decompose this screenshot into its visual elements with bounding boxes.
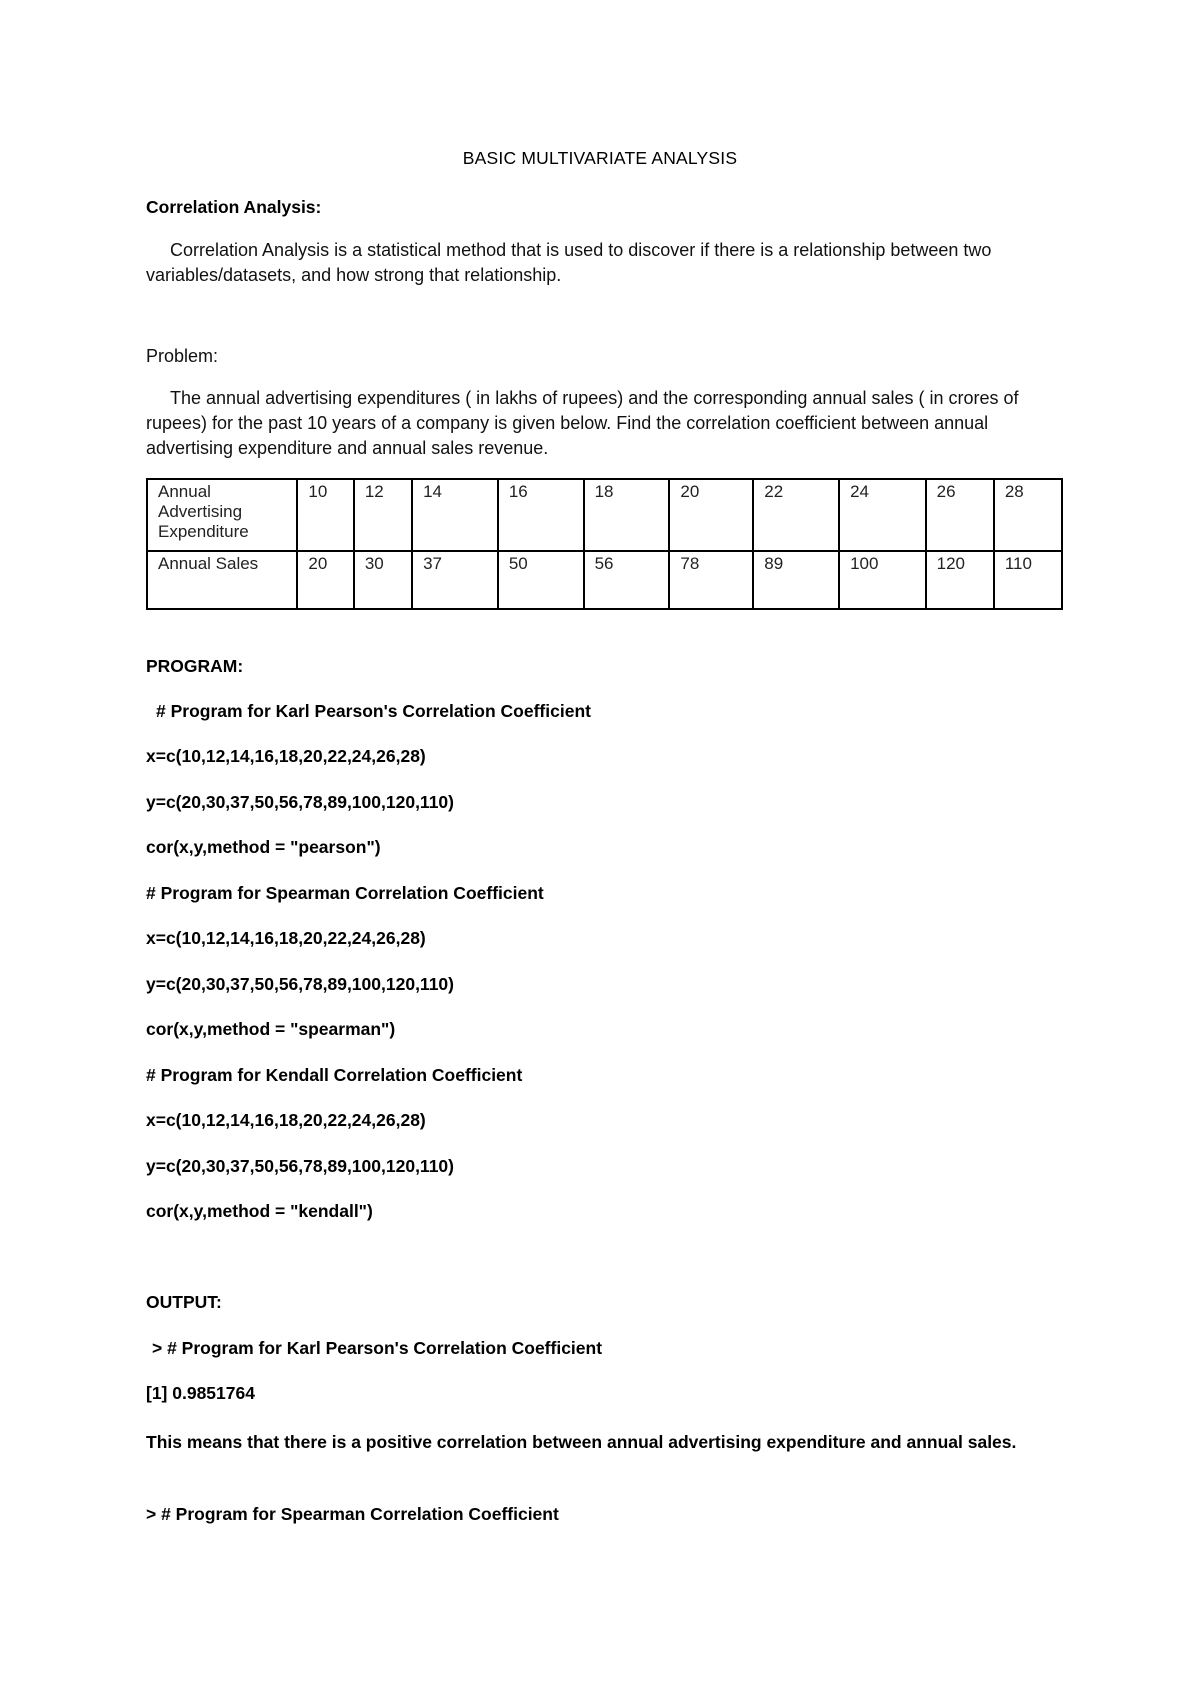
table-cell: 14 [412,479,498,551]
data-table [146,478,1063,610]
code-line: cor(x,y,method = "pearson") [146,837,381,857]
page-title: BASIC MULTIVARIATE ANALYSIS [462,148,738,168]
table-cell: 30 [354,551,412,609]
table-cell: 20 [297,551,353,609]
problem-label: Problem: [146,346,219,366]
output-result: [1] 0.9851764 [146,1383,255,1403]
table-cell: 24 [839,479,926,551]
output-interpretation: This means that there is a positive correlation between annual advertising expenditure and annual sales. [146,1432,1017,1452]
code-line: y=c(20,30,37,50,56,78,89,100,120,110) [146,1156,454,1176]
code-line: x=c(10,12,14,16,18,20,22,24,26,28) [146,746,426,766]
program-heading: PROGRAM: [146,656,244,676]
output-heading: OUTPUT: [146,1292,222,1312]
code-line: # Program for Karl Pearson's Correlation Coefficient [156,701,591,721]
table-cell: 18 [584,479,670,551]
table-cell: 89 [753,551,839,609]
table-cell: 26 [926,479,994,551]
table-cell: 12 [354,479,412,551]
table-cell: 100 [839,551,926,609]
table-row-label: Annual Advertising Expenditure [147,479,297,551]
code-line: x=c(10,12,14,16,18,20,22,24,26,28) [146,1110,426,1130]
table-cell: 78 [669,551,753,609]
table-cell: 110 [994,551,1062,609]
table-cell: 120 [926,551,994,609]
table-cell: 20 [669,479,753,551]
code-line: cor(x,y,method = "kendall") [146,1201,373,1221]
code-line: cor(x,y,method = "spearman") [146,1019,396,1039]
table-cell: 50 [498,551,584,609]
table-row-expenditure [147,479,1062,551]
code-line: y=c(20,30,37,50,56,78,89,100,120,110) [146,974,454,994]
code-line: # Program for Spearman Correlation Coefficient [146,883,544,903]
table-cell: 28 [994,479,1062,551]
output-line: > # Program for Karl Pearson's Correlation Coefficient [152,1338,603,1358]
table-row-sales [147,551,1062,609]
table-cell: 37 [412,551,498,609]
correlation-heading: Correlation Analysis: [146,197,322,217]
code-line: y=c(20,30,37,50,56,78,89,100,120,110) [146,792,454,812]
table-cell: 10 [297,479,353,551]
table-cell: 22 [753,479,839,551]
table-cell: 16 [498,479,584,551]
table-cell: 56 [584,551,670,609]
output-line: > # Program for Spearman Correlation Coefficient [146,1504,559,1524]
code-line: # Program for Kendall Correlation Coefficient [146,1065,523,1085]
correlation-description: Correlation Analysis is a statistical method that is used to discover if there is a relationship between two variables/datasets, and how strong that relationship. [146,240,992,285]
problem-statement: The annual advertising expenditures ( in lakhs of rupees) and the corresponding annual sales ( in crores of rupees) for the past 10 years of a company is given below. Find the correlation coefficient between annual advertising expenditure and annual sales revenue. [146,388,1019,458]
table-row-label: Annual Sales [147,551,297,609]
code-line: x=c(10,12,14,16,18,20,22,24,26,28) [146,928,426,948]
